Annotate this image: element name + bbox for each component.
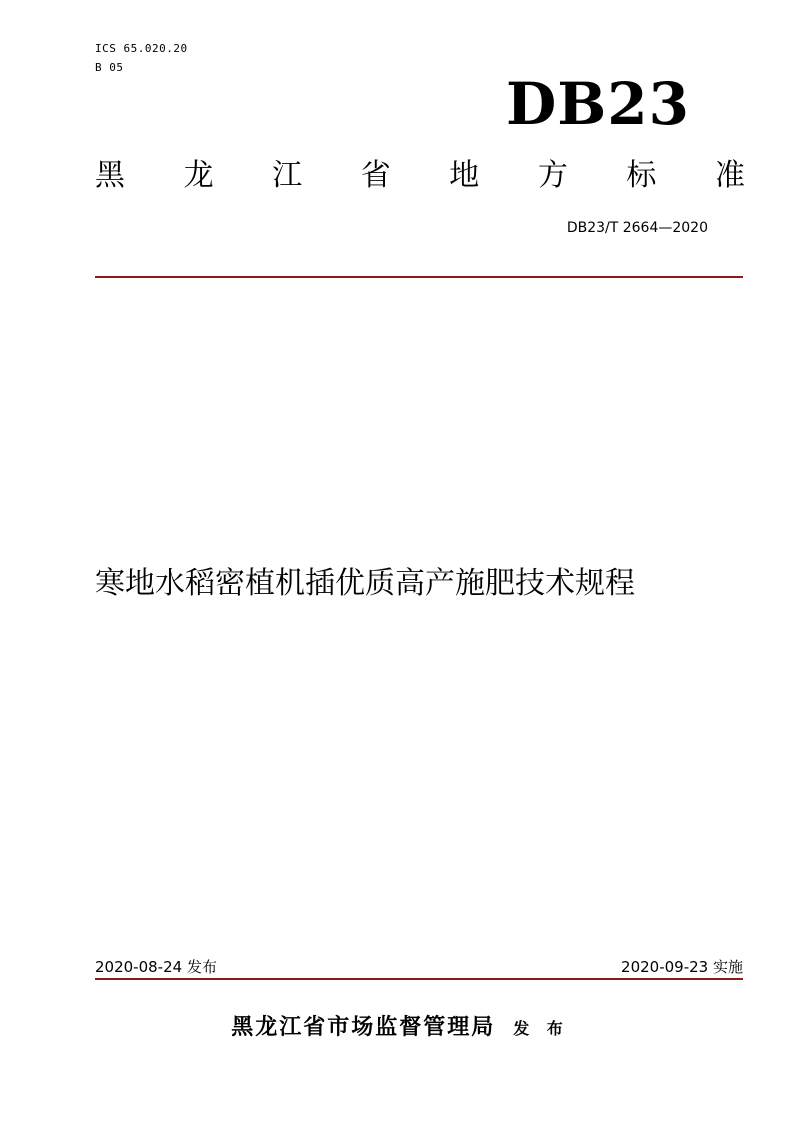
ics-code: ICS 65.020.20 — [95, 42, 188, 55]
header-divider — [95, 276, 743, 278]
standard-type — [95, 150, 745, 194]
issue-date: 2020-08-24 发布 — [95, 958, 217, 976]
standard-type-char: 准 — [714, 158, 745, 193]
publisher-name: 黑龙江省市场监督管理局 — [231, 1014, 496, 1040]
document-title: 寒地水稻密植机插优质高产施肥技术规程 — [95, 566, 635, 601]
standard-type-char: 地 — [449, 158, 480, 193]
standard-type-char: 龙 — [183, 158, 214, 193]
ccs-code: B 05 — [95, 61, 124, 74]
publisher-line — [0, 1010, 800, 1041]
standard-number: DB23/T 2664—2020 — [566, 220, 708, 236]
standard-type-char: 黑 — [95, 158, 125, 193]
db-logo: DB23 — [505, 70, 690, 138]
implement-date: 2020-09-23 实施 — [621, 958, 743, 976]
publisher-suffix: 发 布 — [513, 1019, 569, 1038]
standard-type-char: 标 — [626, 158, 657, 193]
standard-type-char: 江 — [272, 158, 303, 193]
standard-type-char: 省 — [360, 158, 391, 193]
footer-divider — [95, 978, 743, 980]
standard-type-char: 方 — [537, 158, 568, 193]
